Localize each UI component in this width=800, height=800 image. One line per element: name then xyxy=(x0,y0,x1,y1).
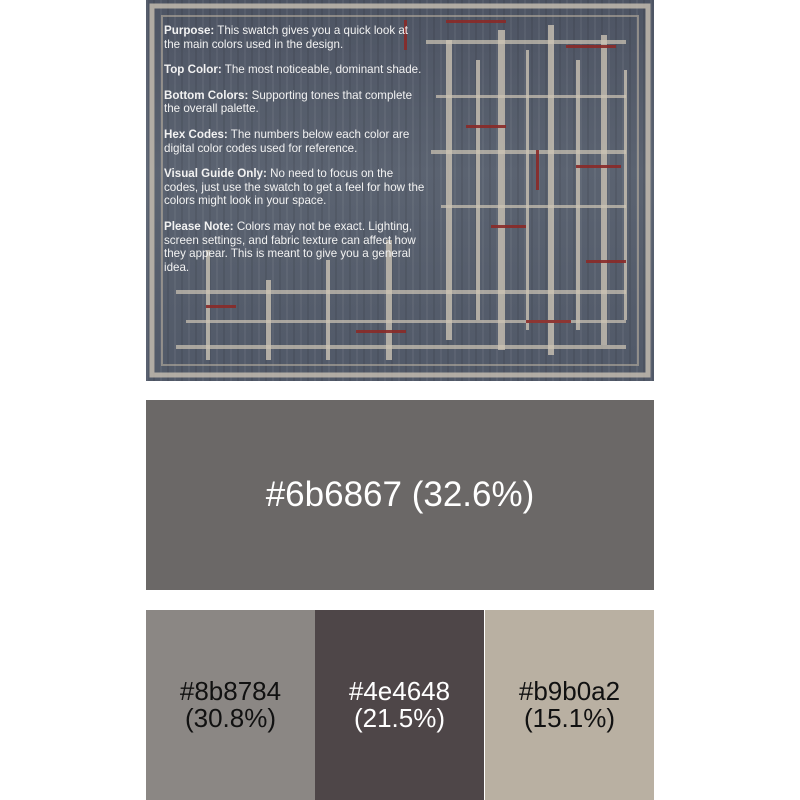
swatch-percentage: (15.1%) xyxy=(523,703,616,733)
visual-guide-label: Visual Guide Only: xyxy=(164,167,267,181)
swatch-hex-code: #4e4648 xyxy=(348,676,451,706)
hex-codes-label: Hex Codes: xyxy=(164,127,228,141)
bottom-colors-text: Supporting tones that complete the overall palette. xyxy=(164,88,413,116)
bottom-colors-label: Bottom Colors: xyxy=(164,88,249,102)
secondary-color-swatch-1 xyxy=(146,610,315,800)
purpose-text: This swatch gives you a quick look at the main colors used in the design. xyxy=(164,24,409,51)
dominant-color-label: #6b6867 (32.6%) xyxy=(265,475,535,514)
dominant-color-swatch xyxy=(146,400,654,590)
top-color-label: Top Color: xyxy=(164,63,222,77)
swatch-percentage: (21.5%) xyxy=(353,703,446,733)
swatch-percentage: (30.8%) xyxy=(184,703,277,733)
note-label: Please Note: xyxy=(164,219,234,233)
secondary-color-swatch-2 xyxy=(315,610,484,800)
purpose-label: Purpose: xyxy=(164,24,215,37)
note-paragraph xyxy=(164,220,426,274)
secondary-color-swatch-3 xyxy=(485,610,654,800)
hex-codes-paragraph xyxy=(164,128,426,155)
info-text xyxy=(164,24,426,286)
note-text: Colors may not be exact. Lighting, screen settings, and fabric texture can affect how they appear. This is meant to give you a general idea. xyxy=(164,219,416,274)
swatch-hex-code: #8b8784 xyxy=(179,676,282,706)
top-color-text: The most noticeable, dominant shade. xyxy=(221,63,422,77)
visual-guide-text: No need to focus on the codes, just use the swatch to get a feel for how the colors might look in your space. xyxy=(164,167,425,208)
visual-guide-paragraph xyxy=(164,167,426,208)
purpose-paragraph xyxy=(164,24,426,51)
rug-image xyxy=(146,0,654,381)
bottom-colors-paragraph xyxy=(164,89,426,116)
top-color-paragraph xyxy=(164,63,426,77)
hex-codes-text: The numbers below each color are digital color codes used for reference. xyxy=(164,127,410,155)
swatch-hex-code: #b9b0a2 xyxy=(518,676,621,706)
